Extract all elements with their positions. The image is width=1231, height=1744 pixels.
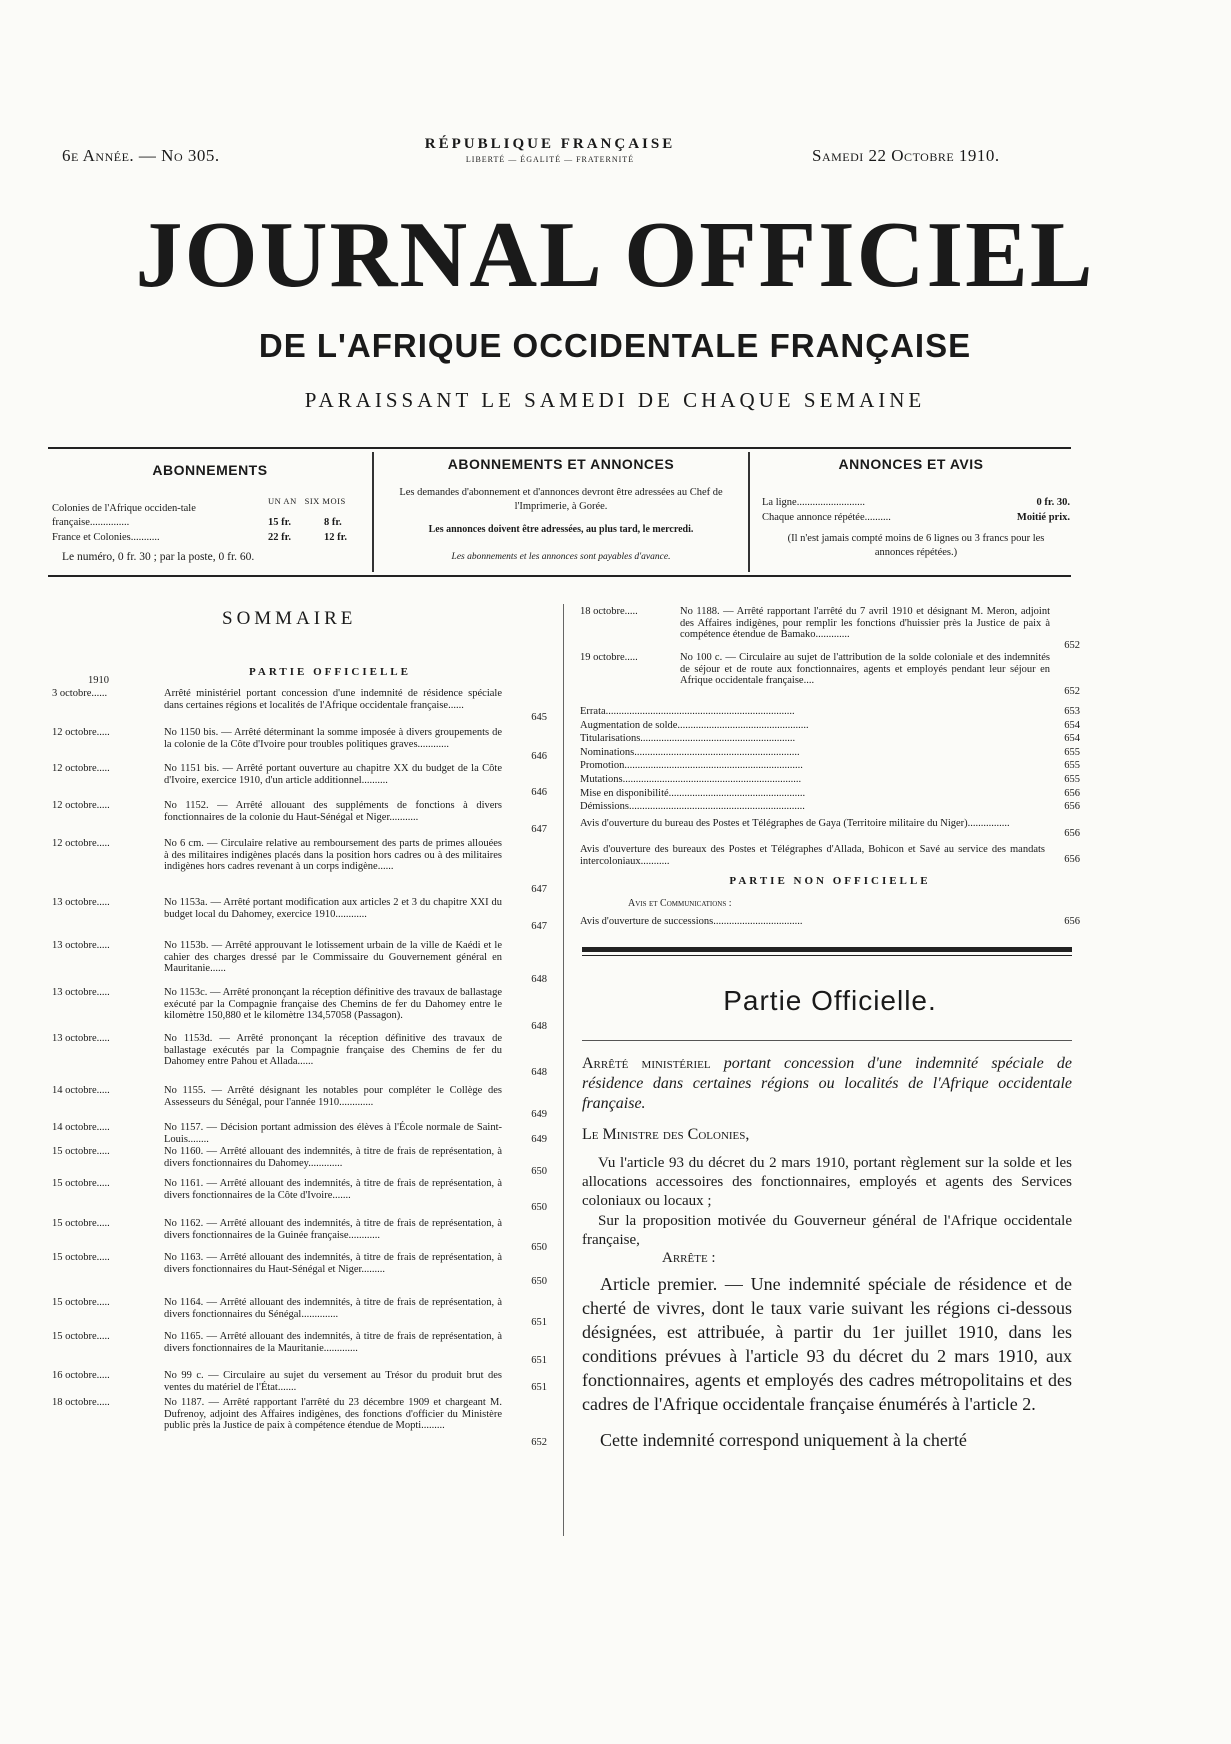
list-item-page: 653 (1064, 706, 1080, 717)
entry-text: No 1157. — Décision portant admission des élèves à l'École normale de Saint-Louis........ (164, 1122, 502, 1145)
entry-page: 649 (531, 1109, 547, 1120)
entry-date: 13 octobre..... (52, 987, 110, 998)
entry-page: 648 (531, 1067, 547, 1078)
sommaire-entry (580, 606, 1080, 652)
entry-text: No 1188. — Arrêté rapportant l'arrêté du 7 avril 1910 et désignant M. Meron, adjoint des Affaires indigènes, pour remplir les fonctions d'huissier près la Justice de paix à compétence étendue de Bamako............. (680, 606, 1050, 640)
list-item-page: 655 (1064, 774, 1080, 785)
sommaire-list-item (580, 747, 1080, 760)
entry-text: Arrêté ministériel portant concession d'une indemnité de résidence spéciale dans certaines régions et localités de l'Afrique occidentale française...... (164, 688, 502, 711)
entry-date: 12 octobre..... (52, 838, 110, 849)
sub-row-france-label: France et Colonies........... (52, 532, 160, 543)
entry-page: 647 (531, 921, 547, 932)
entry-page: 647 (531, 824, 547, 835)
sommaire-entry (52, 800, 552, 836)
entry-text: No 1153c. — Arrêté prononçant la réception définitive des travaux de ballastage exécuté par la Compagnie française des Chemins de fer du Dahomey entre le kilomètre 150,880 et le kilomètre 134,57058 (Passagon). (164, 987, 502, 1021)
box-top-rule (48, 447, 1071, 449)
entry-date: 12 octobre..... (52, 800, 110, 811)
sommaire-list-item (580, 801, 1080, 814)
annonces-deadline: Les annonces doivent être adressées, au plus tard, le mercredi. (428, 524, 694, 535)
annonce-line-price: 0 fr. 30. (1036, 497, 1070, 508)
entry-date: 13 octobre..... (52, 897, 110, 908)
avis-text: Avis d'ouverture des bureaux des Postes et Télégraphes d'Allada, Bohicon et Savé au service des mandats intercoloniaux........... (580, 844, 1045, 867)
box-divider-2 (748, 452, 750, 572)
successions-page: 656 (1064, 916, 1080, 927)
issue-number: 6e Année. — No 305. (62, 146, 220, 165)
sommaire-entry (52, 1252, 552, 1288)
sub-row-france-year: 22 fr. (268, 532, 291, 543)
list-item-page: 654 (1064, 733, 1080, 745)
entry-page: 652 (1064, 640, 1080, 651)
list-item-page: 656 (1064, 787, 1080, 799)
minister-line: Le Ministre des Colonies, (582, 1126, 750, 1143)
entry-text: No 1153a. — Arrêté portant modification aux articles 2 et 3 du chapitre XXI du budget local du Dahomey, exercice 1910............ (164, 897, 502, 920)
entry-date: 12 octobre..... (52, 763, 110, 774)
journal-subtitle: DE L'AFRIQUE OCCIDENTALE FRANÇAISE (258, 327, 972, 364)
entry-date: 13 octobre..... (52, 940, 110, 951)
entry-page: 648 (531, 974, 547, 985)
list-item-text: Titularisations........................................................... (580, 733, 796, 745)
entry-page: 650 (531, 1202, 547, 1213)
sommaire-entry (52, 1397, 552, 1449)
article-rule (582, 1040, 1072, 1041)
entry-text: No 1151 bis. — Arrêté portant ouverture au chapitre XX du budget de la Côte d'Ivoire, exercice 1910, d'un article additionnel.......... (164, 763, 502, 786)
avis-communications: Avis et Communications : (628, 898, 732, 909)
entry-page: 649 (531, 1134, 547, 1145)
entry-date: 19 octobre..... (580, 652, 638, 663)
sommaire-entry (52, 1122, 552, 1146)
list-item-page: 655 (1064, 760, 1080, 772)
entry-date: 15 octobre..... (52, 1146, 110, 1157)
sommaire-entry (52, 763, 552, 799)
entry-date: 15 octobre..... (52, 1331, 110, 1342)
subscriptions-col-heads (268, 494, 368, 508)
sommaire-entry (52, 1085, 552, 1121)
vu-paragraph-1: Vu l'article 93 du décret du 2 mars 1910, portant règlement sur la solde et les allocations accessoires des fonctionnaires, employés et agents des Services coloniaux ou locaux ; (582, 1155, 1072, 1209)
list-item-page: 654 (1064, 719, 1080, 731)
article-continuation: Cette indemnité correspond uniquement à la cherté (600, 1430, 967, 1450)
sommaire-entry (52, 987, 552, 1033)
journal-title: JOURNAL OFFICIEL (135, 203, 1095, 307)
entry-date: 15 octobre..... (52, 1218, 110, 1229)
republic-label: RÉPUBLIQUE FRANÇAISE (424, 136, 676, 152)
sommaire-entry (52, 940, 552, 986)
partie-officielle-title: Partie Officielle. (723, 985, 937, 1016)
entry-page: 650 (531, 1242, 547, 1253)
entry-text: No 1165. — Arrêté allouant des indemnités, à titre de frais de représentation, à divers fonctionnaires de la Mauritanie............. (164, 1331, 502, 1354)
list-item-text: Mutations.................................................................... (580, 774, 802, 785)
issue-date: Samedi 22 Octobre 1910. (812, 146, 1000, 165)
entry-text: No 1161. — Arrêté allouant des indemnités, à titre de frais de représentation, à divers fonctionnaires de la Côte d'Ivoire....... (164, 1178, 502, 1201)
sommaire-year: 1910 (88, 675, 109, 686)
entry-page: 646 (531, 751, 547, 762)
sommaire-entry (52, 838, 552, 896)
sommaire-avis-item (580, 818, 1080, 842)
entry-date: 15 octobre..... (52, 1252, 110, 1263)
sommaire-entry (52, 688, 552, 724)
sommaire-list-item (580, 720, 1080, 733)
annonce-line-label: La ligne.......................... (762, 497, 865, 508)
numero-price: Le numéro, 0 fr. 30 ; par la poste, 0 fr. 60. (62, 551, 255, 563)
entry-text: No 1163. — Arrêté allouant des indemnités, à titre de frais de représentation, à divers fonctionnaires du Haut-Sénégal et Niger......... (164, 1252, 502, 1275)
entry-page: 651 (531, 1317, 547, 1328)
list-item-page: 655 (1064, 746, 1080, 758)
sommaire-entry (52, 1218, 552, 1254)
sommaire-entry (52, 727, 552, 763)
box-divider-1 (372, 452, 374, 572)
list-item-text: Démissions................................................................... (580, 801, 805, 813)
successions-entry (580, 916, 1080, 929)
entry-page: 647 (531, 884, 547, 895)
annonce-repeat-price: Moitié prix. (1016, 512, 1070, 523)
entry-date: 12 octobre..... (52, 727, 110, 738)
sub-row-colonies-year: 15 fr. (268, 517, 291, 528)
annonce-note: (Il n'est jamais compté moins de 6 lignes ou 3 francs pour les annonces répétées.) (787, 533, 1045, 558)
entry-text: No 1155. — Arrêté désignant les notables pour compléter le Collège des Assesseurs du Sénégal, pour l'année 1910............. (164, 1085, 502, 1108)
list-item-text: Mise en disponibilité.................................................... (580, 787, 806, 799)
sub-row-france-six: 12 fr. (324, 532, 347, 543)
sub-row-colonies-label: Colonies de l'Afrique occiden-tale française............... (52, 503, 196, 528)
arrete-heading (582, 1054, 1072, 1114)
section-double-rule-thick (582, 947, 1072, 952)
sommaire-heading: SOMMAIRE (222, 608, 357, 629)
entry-date: 13 octobre..... (52, 1033, 110, 1044)
entry-text: No 1162. — Arrêté allouant des indemnités, à titre de frais de représentation, à divers fonctionnaires de la Guinée française............ (164, 1218, 502, 1241)
entry-date: 18 octobre..... (52, 1397, 110, 1408)
partie-non-officielle-heading: PARTIE NON OFFICIELLE (729, 875, 931, 887)
entry-page: 646 (531, 787, 547, 798)
sommaire-entry (580, 652, 1080, 698)
list-item-text: Nominations............................................................... (580, 746, 800, 758)
sommaire-entry (52, 1146, 552, 1178)
entry-page: 651 (531, 1355, 547, 1366)
sommaire-entry (52, 1370, 552, 1394)
entry-date: 15 octobre..... (52, 1297, 110, 1308)
list-item-text: Errata........................................................................ (580, 706, 795, 717)
entry-date: 18 octobre..... (580, 606, 638, 617)
entry-page: 648 (531, 1021, 547, 1032)
sommaire-list-item (580, 706, 1080, 719)
avis-text: Avis d'ouverture du bureau des Postes et Télégraphes de Gaya (Territoire militaire du Niger)................ (580, 818, 1010, 829)
partie-officielle-heading: PARTIE OFFICIELLE (249, 666, 411, 678)
sommaire-entry (52, 1033, 552, 1079)
entry-text: No 100 c. — Circulaire au sujet de l'attribution de la solde coloniale et des indemnités de séjour et de route aux fonctionnaires, agents et employés pendant leur séjour en Afrique occidentale française.... (680, 652, 1050, 686)
entry-page: 650 (531, 1166, 547, 1177)
avis-page: 656 (1064, 854, 1080, 865)
sommaire-list-item (580, 760, 1080, 773)
article-premier: Article premier. — Une indemnité spéciale de résidence et de cherté de vivres, dont le taux varie suivant les régions ci-dessous désignées, est attribuée, à partir du 1er juillet 1910, dans les conditions prévues à l'article 93 du décret du 2 mars 1910, aux fonctionnaires, agents et employés des cadres métropolitains et des cadres de l'Afrique occidentale française énumérés à l'article 2. (582, 1274, 1072, 1414)
entry-page: 652 (1064, 686, 1080, 697)
box-bottom-rule (48, 575, 1071, 577)
republic-header (380, 136, 720, 164)
entry-text: No 1160. — Arrêté allouant des indemnités, à titre de frais de représentation, à divers fonctionnaires du Dahomey............. (164, 1146, 502, 1169)
sommaire-entry (52, 1297, 552, 1329)
sommaire-entry (52, 897, 552, 933)
entry-page: 651 (531, 1382, 547, 1393)
entry-date: 3 octobre...... (52, 688, 108, 699)
sommaire-list-item (580, 733, 1080, 746)
entry-text: No 6 cm. — Circulaire relative au remboursement des parts de primes allouées à des militaires indigènes placés dans la position hors cadres ou à des militaires indigènes hors cadres revenant à un corps indigène...... (164, 838, 502, 872)
arrete-label: Arrête : (662, 1250, 716, 1266)
entry-text: No 1187. — Arrêté rapportant l'arrêté du 23 décembre 1909 et chargeant M. Dufrenoy, adjoint des Affaires indigènes, des fonctions d'officier du Ministère public près la Justice de paix à compétence étendue de Mopti......... (164, 1397, 502, 1431)
entry-date: 15 octobre..... (52, 1178, 110, 1189)
avis-page: 656 (1064, 828, 1080, 839)
entry-text: No 1153d. — Arrêté prononçant la réception définitive des travaux de ballastage exécutés par la Compagnie française des Chemins de fer du Dahomey entre Pahou et Allada...... (164, 1033, 502, 1067)
republic-motto: LIBERTÉ — ÉGALITÉ — FRATERNITÉ (465, 155, 635, 164)
entry-text: No 99 c. — Circulaire au sujet du versement au Trésor du produit brut des ventes du matériel de l'État....... (164, 1370, 502, 1393)
entry-text: No 1164. — Arrêté allouant des indemnités, à titre de frais de représentation, à divers fonctionnaires du Sénégal.............. (164, 1297, 502, 1320)
section-double-rule-thin (582, 955, 1072, 956)
entry-date: 14 octobre..... (52, 1122, 110, 1133)
sommaire-entry (52, 1331, 552, 1367)
journal-tagline: PARAISSANT LE SAMEDI DE CHAQUE SEMAINE (304, 388, 926, 412)
entry-text: No 1150 bis. — Arrêté déterminant la somme imposée à divers groupements de la colonie de la Côte d'Ivoire pour troubles politiques graves............ (164, 727, 502, 750)
sommaire-list-item (580, 788, 1080, 801)
abonnements-address: Les demandes d'abonnement et d'annonces devront être adressées au Chef de l'Imprimerie, à Gorée. (399, 487, 723, 512)
sommaire-entry (52, 1178, 552, 1214)
entry-date: 16 octobre..... (52, 1370, 110, 1381)
sommaire-list-item (580, 774, 1080, 787)
arrete-heading-italic: portant concession d'une indemnité spéciale de résidence dans certaines régions ou localités de l'Afrique occidentale française. (582, 1055, 1072, 1112)
entry-page: 645 (531, 712, 547, 723)
entry-page: 652 (531, 1437, 547, 1448)
six-col-head: SIX MOIS (304, 496, 346, 506)
sub-row-colonies-six: 8 fr. (324, 517, 342, 528)
list-item-text: Promotion.................................................................... (580, 760, 803, 772)
list-item-page: 656 (1064, 801, 1080, 813)
vu-paragraph-2: Sur la proposition motivée du Gouverneur général de l'Afrique occidentale française, (582, 1213, 1072, 1248)
year-col-head: UN AN (268, 496, 297, 506)
annonce-repeat-label: Chaque annonce répétée.......... (762, 512, 891, 523)
entry-page: 650 (531, 1276, 547, 1287)
payable-advance: Les abonnements et les annonces sont payables d'avance. (451, 552, 671, 562)
list-item-text: Augmentation de solde.................................................. (580, 719, 809, 731)
entry-text: No 1152. — Arrêté allouant des suppléments de fonctions à divers fonctionnaires de la colonie du Haut-Sénégal et Niger........... (164, 800, 502, 823)
successions-text: Avis d'ouverture de successions.................................. (580, 916, 803, 927)
abonnements-annonces-heading: ABONNEMENTS ET ANNONCES (447, 456, 675, 472)
entry-text: No 1153b. — Arrêté approuvant le lotissement urbain de la ville de Kaédi et le cahier des charges dressé par le Commissaire du Gouvernement général en Mauritanie...... (164, 940, 502, 974)
column-divider (563, 604, 564, 1536)
arrete-heading-sc: Arrêté ministériel (582, 1055, 711, 1072)
sommaire-avis-item (580, 844, 1080, 868)
entry-date: 14 octobre..... (52, 1085, 110, 1096)
annonces-avis-heading: ANNONCES ET AVIS (838, 456, 984, 472)
subscriptions-heading: ABONNEMENTS (152, 462, 268, 478)
